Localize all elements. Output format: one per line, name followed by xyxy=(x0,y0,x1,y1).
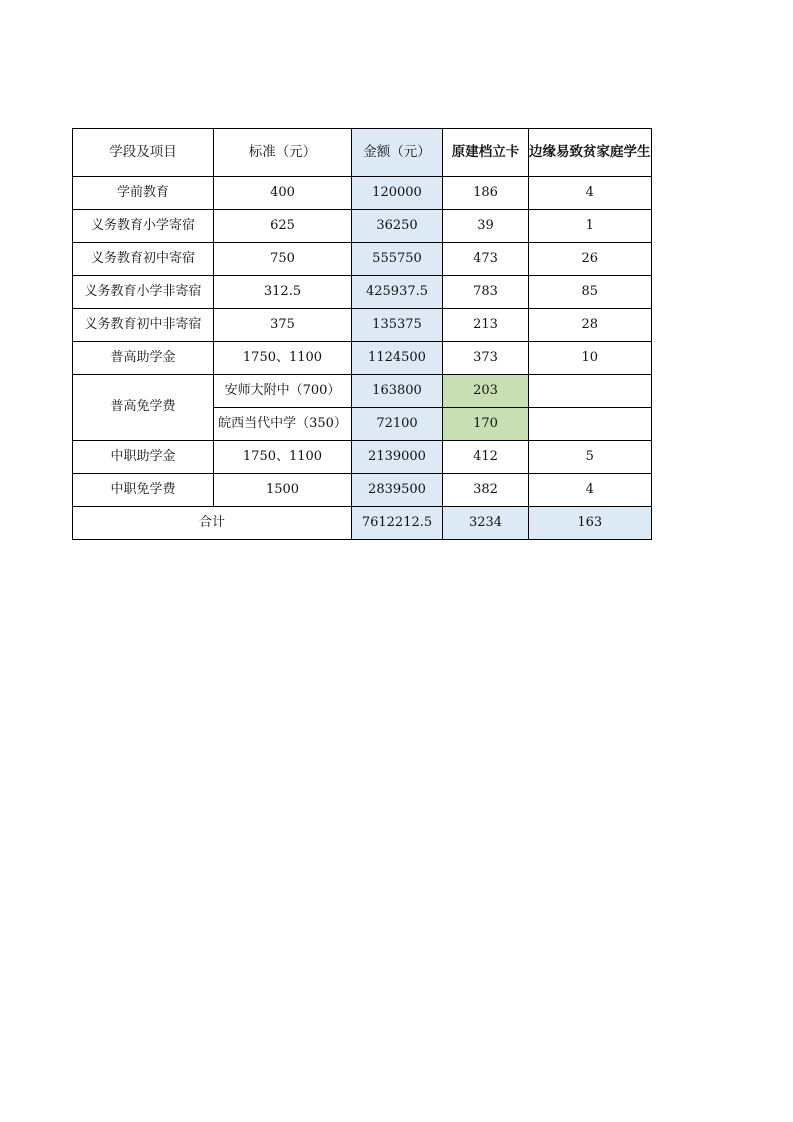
table-row xyxy=(73,441,652,474)
row-standard: 625 xyxy=(214,210,352,243)
row-original: 382 xyxy=(443,474,529,507)
row-amount: 2139000 xyxy=(352,441,443,474)
row-original: 39 xyxy=(443,210,529,243)
row-original: 373 xyxy=(443,342,529,375)
total-edge: 163 xyxy=(529,507,652,540)
funding-table xyxy=(72,128,652,540)
row-amount: 555750 xyxy=(352,243,443,276)
table-row xyxy=(73,276,652,309)
total-row xyxy=(73,507,652,540)
row-original: 213 xyxy=(443,309,529,342)
header-original-registered: 原建档立卡 xyxy=(443,129,529,177)
header-row xyxy=(73,129,652,177)
table-row xyxy=(73,243,652,276)
row-item: 中职免学费 xyxy=(73,474,214,507)
row-standard: 312.5 xyxy=(214,276,352,309)
row-edge: 4 xyxy=(529,474,652,507)
total-amount: 7612212.5 xyxy=(352,507,443,540)
total-label: 合计 xyxy=(73,507,352,540)
row-original: 783 xyxy=(443,276,529,309)
row-edge: 1 xyxy=(529,210,652,243)
table-row xyxy=(73,474,652,507)
row-item: 义务教育初中非寄宿 xyxy=(73,309,214,342)
row-amount: 425937.5 xyxy=(352,276,443,309)
row-standard: 1500 xyxy=(214,474,352,507)
row-standard-school: 安师大附中（700） xyxy=(214,375,352,408)
row-item: 义务教育小学非寄宿 xyxy=(73,276,214,309)
row-amount: 36250 xyxy=(352,210,443,243)
row-item: 义务教育初中寄宿 xyxy=(73,243,214,276)
header-amount: 金额（元） xyxy=(352,129,443,177)
row-standard: 750 xyxy=(214,243,352,276)
row-edge: 10 xyxy=(529,342,652,375)
row-item: 普高助学金 xyxy=(73,342,214,375)
row-edge: 26 xyxy=(529,243,652,276)
header-item: 学段及项目 xyxy=(73,129,214,177)
row-edge: 5 xyxy=(529,441,652,474)
row-original: 170 xyxy=(443,408,529,441)
table-row xyxy=(73,210,652,243)
row-edge: 4 xyxy=(529,177,652,210)
row-amount: 120000 xyxy=(352,177,443,210)
row-original: 473 xyxy=(443,243,529,276)
row-original: 186 xyxy=(443,177,529,210)
table-row xyxy=(73,375,652,408)
row-edge xyxy=(529,408,652,441)
row-standard: 375 xyxy=(214,309,352,342)
row-item: 学前教育 xyxy=(73,177,214,210)
row-amount: 135375 xyxy=(352,309,443,342)
row-standard: 1750、1100 xyxy=(214,441,352,474)
row-edge xyxy=(529,375,652,408)
row-amount: 72100 xyxy=(352,408,443,441)
row-original: 412 xyxy=(443,441,529,474)
table-row xyxy=(73,342,652,375)
row-amount: 163800 xyxy=(352,375,443,408)
row-item-merged: 普高免学费 xyxy=(73,375,214,441)
row-item: 中职助学金 xyxy=(73,441,214,474)
table-row xyxy=(73,309,652,342)
total-original: 3234 xyxy=(443,507,529,540)
row-amount: 2839500 xyxy=(352,474,443,507)
row-standard: 1750、1100 xyxy=(214,342,352,375)
header-standard: 标准（元） xyxy=(214,129,352,177)
row-edge: 85 xyxy=(529,276,652,309)
header-edge-poverty-students: 边缘易致贫家庭学生 xyxy=(529,129,652,177)
row-standard: 400 xyxy=(214,177,352,210)
row-original: 203 xyxy=(443,375,529,408)
row-item: 义务教育小学寄宿 xyxy=(73,210,214,243)
row-edge: 28 xyxy=(529,309,652,342)
table-row xyxy=(73,177,652,210)
row-amount: 1124500 xyxy=(352,342,443,375)
row-standard-school: 皖西当代中学（350） xyxy=(214,408,352,441)
